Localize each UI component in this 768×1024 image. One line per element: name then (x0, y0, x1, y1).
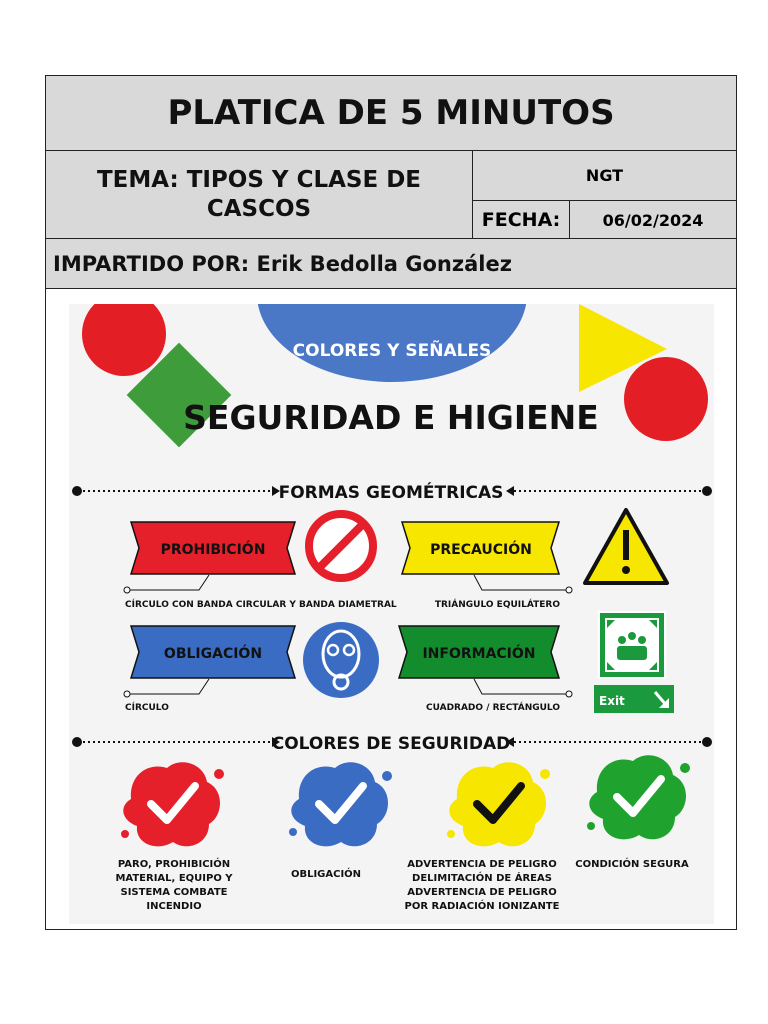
banner-precaucion (402, 522, 559, 574)
banner-prohibicion-label: PROHIBICIÓN (160, 542, 266, 558)
svg-text:CONDICIÓN SEGURA: CONDICIÓN SEGURA (575, 859, 689, 870)
caption-yellow (405, 859, 560, 912)
header-row (46, 151, 736, 239)
svg-text:PARO, PROHIBICIÓN: PARO, PROHIBICIÓN (117, 859, 231, 870)
desc-precaucion: TRIÁNGULO EQUILÁTERO (434, 600, 560, 610)
poster-title: SEGURIDAD E HIGIENE (183, 398, 599, 437)
section-colors-title: COLORES DE SEGURIDAD (271, 734, 511, 754)
red-circle-shape-right (624, 357, 708, 441)
impartido-row: IMPARTIDO POR: Erik Bedolla González (46, 239, 736, 289)
section-shapes-title: FORMAS GEOMÉTRICAS (278, 483, 504, 503)
banner-obligacion-label: OBLIGACIÓN (163, 646, 263, 662)
fecha-label: FECHA: (473, 201, 570, 239)
assembly-point-icon (599, 612, 665, 678)
desc-prohibicion: CÍRCULO CON BANDA CIRCULAR Y BANDA DIAMETRAL (125, 600, 397, 610)
svg-text:SISTEMA COMBATE: SISTEMA COMBATE (120, 887, 228, 898)
banner-informacion-label: INFORMACIÓN (422, 646, 536, 662)
prohibition-sign-icon (309, 514, 373, 578)
desc-informacion: CUADRADO / RECTÁNGULO (425, 703, 560, 713)
code-cell: NGT (473, 151, 736, 201)
exit-label: Exit (599, 694, 625, 708)
safety-poster (69, 304, 714, 924)
caption-green (575, 857, 689, 870)
page-title: PLATICA DE 5 MINUTOS (46, 76, 736, 151)
red-circle-shape (82, 304, 166, 376)
svg-text:OBLIGACIÓN: OBLIGACIÓN (290, 869, 362, 880)
banner-informacion (399, 626, 559, 678)
svg-text:ADVERTENCIA DE PELIGRO: ADVERTENCIA DE PELIGRO (407, 859, 557, 870)
yellow-splat-check-icon (447, 762, 550, 846)
banner-precaucion-label: PRECAUCIÓN (430, 542, 532, 558)
svg-text:INCENDIO: INCENDIO (146, 901, 202, 912)
poster-subtitle: COLORES Y SEÑALES (292, 341, 492, 361)
caption-red (115, 857, 233, 912)
caption-blue (291, 867, 361, 880)
gas-mask-icon (303, 622, 379, 698)
svg-text:DELIMITACIÓN DE ÁREAS: DELIMITACIÓN DE ÁREAS (412, 873, 552, 884)
desc-obligacion: CÍRCULO (125, 703, 169, 713)
banner-prohibicion (131, 522, 295, 574)
poster-graphic (69, 304, 714, 924)
red-splat-check-icon (121, 762, 224, 846)
tema-cell: TEMA: TIPOS Y CLASE DE CASCOS (46, 151, 473, 239)
warning-triangle-icon (585, 510, 667, 583)
banner-obligacion (131, 626, 295, 678)
fecha-value: 06/02/2024 (602, 210, 704, 230)
blue-splat-check-icon (289, 762, 392, 846)
green-splat-check-icon (587, 755, 690, 839)
document-sheet (45, 75, 737, 930)
svg-text:POR RADIACIÓN IONIZANTE: POR RADIACIÓN IONIZANTE (404, 901, 560, 912)
svg-text:ADVERTENCIA DE PELIGRO: ADVERTENCIA DE PELIGRO (407, 887, 557, 898)
exit-sign-icon (594, 685, 674, 713)
svg-text:MATERIAL, EQUIPO Y: MATERIAL, EQUIPO Y (115, 873, 233, 884)
